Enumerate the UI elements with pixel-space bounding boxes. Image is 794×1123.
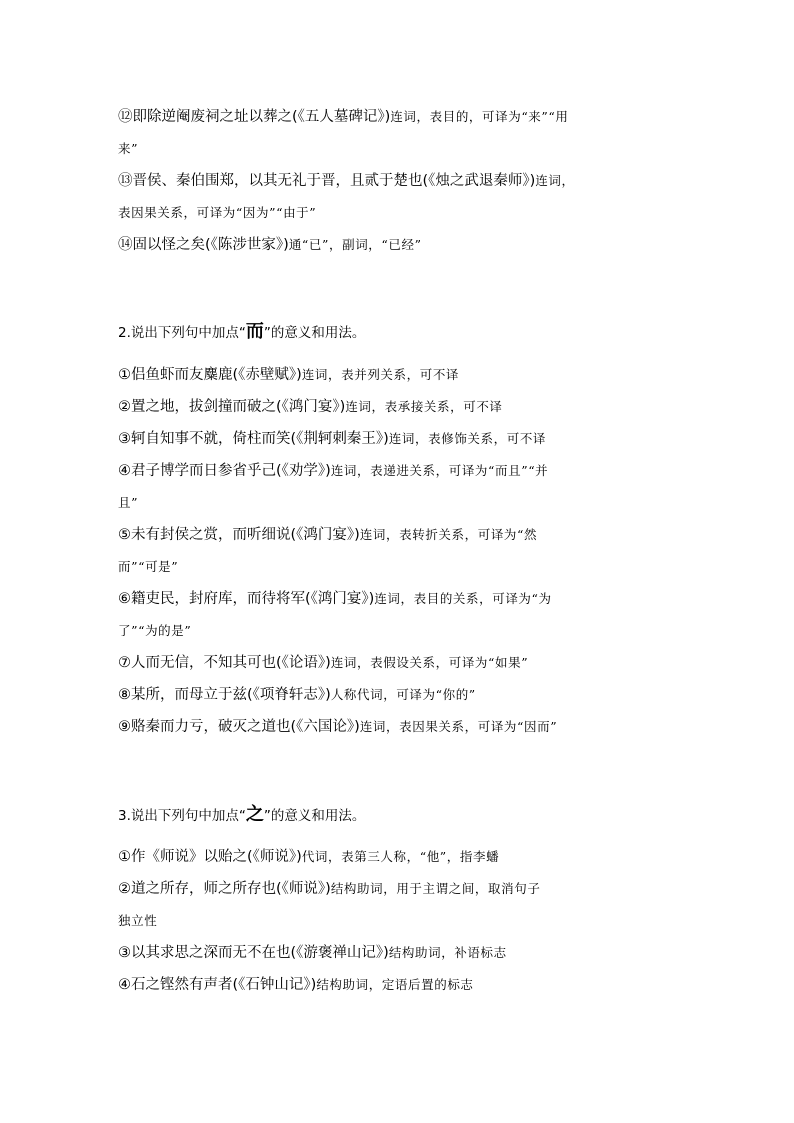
example-explanation: 结构助词，补语标志: [388, 945, 507, 960]
heading-suffix: ”的意义和用法。: [263, 808, 366, 824]
example-line: [118, 524, 688, 546]
example-explanation: 通“已”，副词，“已经”: [288, 237, 422, 252]
example-line: [118, 652, 688, 674]
example-sentence: ⑨赂秦而力亏，破灭之道也(《六国论》): [118, 719, 360, 735]
example-explanation: 结构助词，定语后置的标志: [316, 977, 474, 992]
example-sentence: ⑫即除逆阉废祠之址以葬之(《五人墓碑记》): [118, 109, 391, 125]
example-line-continued: 独立性: [118, 913, 158, 928]
example-line-continued: 了”“为的是”: [118, 623, 192, 638]
example-line-13: [118, 170, 688, 192]
example-sentence: ②置之地，拔剑撞而破之(《鸿门宴》): [118, 399, 346, 415]
example-line: [118, 878, 688, 900]
section-3-heading: [118, 804, 365, 827]
example-sentence: ⑤未有封侯之赏，而听细说(《鸿门宴》): [118, 527, 360, 543]
example-line: [118, 396, 688, 418]
example-line: [118, 974, 688, 996]
example-line-continued: 且”: [118, 495, 139, 510]
example-explanation: 连词，表并列关系，可不译: [301, 367, 460, 382]
example-sentence: ④石之铿然有声者(《石钟山记》): [118, 977, 317, 993]
example-line: [118, 846, 688, 868]
example-line-continued: 而”“可是”: [118, 559, 179, 574]
example-line: [118, 684, 688, 706]
example-line: [118, 364, 688, 386]
example-explanation: 结构助词，用于主谓之间，取消句子: [330, 881, 541, 896]
example-sentence: ③以其求思之深而无不在也(《游褒禅山记》): [118, 945, 389, 961]
example-sentence: ⑥籍吏民，封府库，而待将军(《鸿门宴》): [118, 591, 375, 607]
example-sentence: ⑬晋侯、秦伯围郑，以其无礼于晋，且贰于楚也(《烛之武退秦师》): [118, 173, 536, 189]
example-line: [118, 716, 688, 738]
example-explanation: 连词，: [535, 173, 575, 188]
example-sentence: ④君子博学而日参省乎己(《劝学》): [118, 463, 331, 479]
example-explanation: 连词，表目的，可译为“来”“用: [390, 109, 569, 124]
example-line: [118, 460, 688, 482]
example-line: [118, 942, 688, 964]
example-line: [118, 428, 688, 450]
example-line-14: [118, 234, 688, 256]
example-explanation: 连词，表修饰关系，可不译: [388, 431, 547, 446]
example-explanation: 连词，表假设关系，可译为“如果”: [330, 655, 529, 670]
example-line-12-continued: 来”: [118, 141, 139, 156]
example-sentence: ⑧某所，而母立于兹(《项脊轩志》): [118, 687, 331, 703]
heading-suffix: ”的意义和用法。: [263, 325, 366, 341]
example-explanation: 连词，表因果关系，可译为“因而”: [359, 719, 558, 734]
example-sentence: ②道之所存，师之所存也(《师说》): [118, 881, 331, 897]
example-sentence: ①侣鱼虾而友麋鹿(《赤壁赋》): [118, 367, 302, 383]
section-2-heading: [118, 321, 365, 344]
example-line: [118, 588, 688, 610]
example-explanation: 连词，表递进关系，可译为“而且”“并: [330, 463, 549, 478]
heading-prefix: 2.说出下列句中加点“: [118, 325, 246, 341]
example-sentence: ⑭固以怪之矣(《陈涉世家》): [118, 237, 289, 253]
example-sentence: ①作《师说》以贻之(《师说》): [118, 849, 302, 865]
example-sentence: ⑦人而无信，不知其可也(《论语》): [118, 655, 331, 671]
dotted-character: 而: [245, 321, 264, 342]
example-sentence: ③轲自知事不就，倚柱而笑(《荆轲刺秦王》): [118, 431, 389, 447]
example-explanation: 连词，表目的关系，可译为“为: [374, 591, 552, 606]
dotted-character: 之: [245, 804, 264, 825]
heading-prefix: 3.说出下列句中加点“: [118, 808, 246, 824]
example-explanation: 代词，表第三人称，“他”，指李蟠: [301, 849, 500, 864]
example-line-13-continued: 表因果关系，可译为“因为”“由于”: [118, 205, 317, 220]
example-explanation: 连词，表承接关系，可不译: [345, 399, 503, 414]
example-line-12: [118, 106, 688, 128]
example-explanation: 连词，表转折关系，可译为“然: [359, 527, 538, 542]
example-explanation: 人称代词，可译为“你的”: [330, 687, 476, 702]
